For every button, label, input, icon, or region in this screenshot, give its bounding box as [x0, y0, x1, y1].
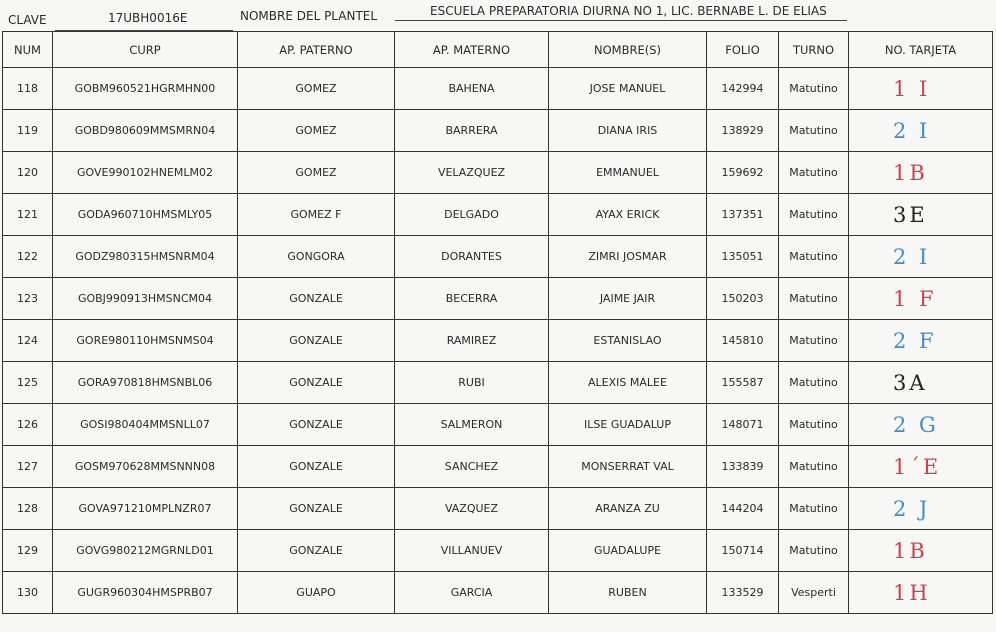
turno-cell: Matutino [779, 530, 849, 572]
materno-cell: BAHENA [395, 68, 549, 110]
nombre-cell: JOSE MANUEL [549, 68, 707, 110]
turno-cell: Matutino [779, 152, 849, 194]
num-cell: 123 [3, 278, 53, 320]
nombre-cell: JAIME JAIR [549, 278, 707, 320]
materno-cell: DORANTES [395, 236, 549, 278]
nombre-cell: AYAX ERICK [549, 194, 707, 236]
plantel-label: NOMBRE DEL PLANTEL [240, 9, 378, 23]
paterno-header: AP. PATERNO [238, 32, 395, 68]
folio-cell: 138929 [707, 110, 779, 152]
curp-cell: GOVG980212MGRNLD01 [53, 530, 238, 572]
nombre-header: NOMBRE(S) [549, 32, 707, 68]
plantel-underline [395, 20, 847, 21]
paterno-cell: GOMEZ [238, 68, 395, 110]
nombre-cell: MONSERRAT VAL [549, 446, 707, 488]
num-cell: 118 [3, 68, 53, 110]
tarjeta-cell: 1B [849, 530, 993, 572]
turno-cell: Vesperti [779, 572, 849, 614]
tarjeta-cell: 1´E [849, 446, 993, 488]
materno-cell: RUBI [395, 362, 549, 404]
table-row [3, 362, 993, 404]
plantel-value: ESCUELA PREPARATORIA DIURNA NO 1, LIC. BERNABE L. DE ELIAS [430, 4, 827, 18]
folio-cell: 155587 [707, 362, 779, 404]
tarjeta-header: NO. TARJETA [849, 32, 993, 68]
tarjeta-cell: 2 I [849, 236, 993, 278]
curp-cell: GOBM960521HGRMHN00 [53, 68, 238, 110]
table-row [3, 320, 993, 362]
tarjeta-cell: 2 F [849, 320, 993, 362]
curp-cell: GOVA971210MPLNZR07 [53, 488, 238, 530]
materno-cell: SALMERON [395, 404, 549, 446]
folio-cell: 144204 [707, 488, 779, 530]
paterno-cell: GOMEZ F [238, 194, 395, 236]
paterno-cell: GONZALE [238, 278, 395, 320]
table-row [3, 488, 993, 530]
tarjeta-cell: 2 G [849, 404, 993, 446]
materno-cell: VELAZQUEZ [395, 152, 549, 194]
folio-cell: 159692 [707, 152, 779, 194]
table-row [3, 572, 993, 614]
paterno-cell: GONZALE [238, 488, 395, 530]
table-row [3, 152, 993, 194]
folio-cell: 150203 [707, 278, 779, 320]
table-row [3, 446, 993, 488]
clave-value: 17UBH0016E [108, 11, 188, 25]
num-cell: 122 [3, 236, 53, 278]
table-row [3, 236, 993, 278]
nombre-cell: ESTANISLAO [549, 320, 707, 362]
tarjeta-cell: 1H [849, 572, 993, 614]
tarjeta-cell: 1B [849, 152, 993, 194]
turno-cell: Matutino [779, 404, 849, 446]
folio-cell: 135051 [707, 236, 779, 278]
table-row [3, 530, 993, 572]
turno-cell: Matutino [779, 488, 849, 530]
turno-cell: Matutino [779, 278, 849, 320]
num-cell: 124 [3, 320, 53, 362]
nombre-cell: RUBEN [549, 572, 707, 614]
turno-cell: Matutino [779, 236, 849, 278]
tarjeta-cell: 2 I [849, 110, 993, 152]
turno-header: TURNO [779, 32, 849, 68]
table-row [3, 110, 993, 152]
table-row [3, 68, 993, 110]
materno-cell: BECERRA [395, 278, 549, 320]
table-row [3, 194, 993, 236]
paterno-cell: GONZALE [238, 404, 395, 446]
turno-cell: Matutino [779, 362, 849, 404]
nombre-cell: DIANA IRIS [549, 110, 707, 152]
nombre-cell: GUADALUPE [549, 530, 707, 572]
tarjeta-cell: 3E [849, 194, 993, 236]
paterno-cell: GONZALE [238, 362, 395, 404]
tarjeta-cell: 1 F [849, 278, 993, 320]
num-cell: 119 [3, 110, 53, 152]
turno-cell: Matutino [779, 446, 849, 488]
table-row [3, 404, 993, 446]
turno-cell: Matutino [779, 320, 849, 362]
header-row [3, 32, 993, 68]
table-row [3, 278, 993, 320]
nombre-cell: EMMANUEL [549, 152, 707, 194]
turno-cell: Matutino [779, 110, 849, 152]
tarjeta-cell: 1 I [849, 68, 993, 110]
paterno-cell: GONZALE [238, 530, 395, 572]
turno-cell: Matutino [779, 194, 849, 236]
clave-label: CLAVE [8, 13, 47, 27]
nombre-cell: ZIMRI JOSMAR [549, 236, 707, 278]
curp-cell: GORA970818HMSNBL06 [53, 362, 238, 404]
materno-cell: VILLANUEV [395, 530, 549, 572]
curp-cell: GORE980110HMSNMS04 [53, 320, 238, 362]
folio-cell: 150714 [707, 530, 779, 572]
curp-cell: GOBJ990913HMSNCM04 [53, 278, 238, 320]
num-cell: 126 [3, 404, 53, 446]
materno-header: AP. MATERNO [395, 32, 549, 68]
paterno-cell: GOMEZ [238, 110, 395, 152]
curp-cell: GOSI980404MMSNLL07 [53, 404, 238, 446]
materno-cell: VAZQUEZ [395, 488, 549, 530]
paterno-cell: GOMEZ [238, 152, 395, 194]
curp-header: CURP [53, 32, 238, 68]
nombre-cell: ALEXIS MALEE [549, 362, 707, 404]
num-cell: 120 [3, 152, 53, 194]
student-roster-table [2, 31, 993, 614]
tarjeta-cell: 3A [849, 362, 993, 404]
num-header: NUM [3, 32, 53, 68]
folio-header: FOLIO [707, 32, 779, 68]
folio-cell: 133529 [707, 572, 779, 614]
num-cell: 125 [3, 362, 53, 404]
num-cell: 128 [3, 488, 53, 530]
turno-cell: Matutino [779, 68, 849, 110]
num-cell: 129 [3, 530, 53, 572]
materno-cell: DELGADO [395, 194, 549, 236]
folio-cell: 137351 [707, 194, 779, 236]
nombre-cell: ILSE GUADALUP [549, 404, 707, 446]
paterno-cell: GONZALE [238, 446, 395, 488]
curp-cell: GOBD980609MMSMRN04 [53, 110, 238, 152]
tarjeta-cell: 2 J [849, 488, 993, 530]
materno-cell: BARRERA [395, 110, 549, 152]
nombre-cell: ARANZA ZU [549, 488, 707, 530]
curp-cell: GODA960710HMSMLY05 [53, 194, 238, 236]
curp-cell: GUGR960304HMSPRB07 [53, 572, 238, 614]
folio-cell: 148071 [707, 404, 779, 446]
folio-cell: 142994 [707, 68, 779, 110]
paterno-cell: GONGORA [238, 236, 395, 278]
materno-cell: RAMIREZ [395, 320, 549, 362]
paterno-cell: GONZALE [238, 320, 395, 362]
num-cell: 127 [3, 446, 53, 488]
folio-cell: 133839 [707, 446, 779, 488]
curp-cell: GOVE990102HNEMLM02 [53, 152, 238, 194]
num-cell: 121 [3, 194, 53, 236]
roster-body [3, 68, 993, 614]
curp-cell: GODZ980315HMSNRM04 [53, 236, 238, 278]
curp-cell: GOSM970628MMSNNN08 [53, 446, 238, 488]
num-cell: 130 [3, 572, 53, 614]
folio-cell: 145810 [707, 320, 779, 362]
paterno-cell: GUAPO [238, 572, 395, 614]
materno-cell: GARCIA [395, 572, 549, 614]
materno-cell: SANCHEZ [395, 446, 549, 488]
